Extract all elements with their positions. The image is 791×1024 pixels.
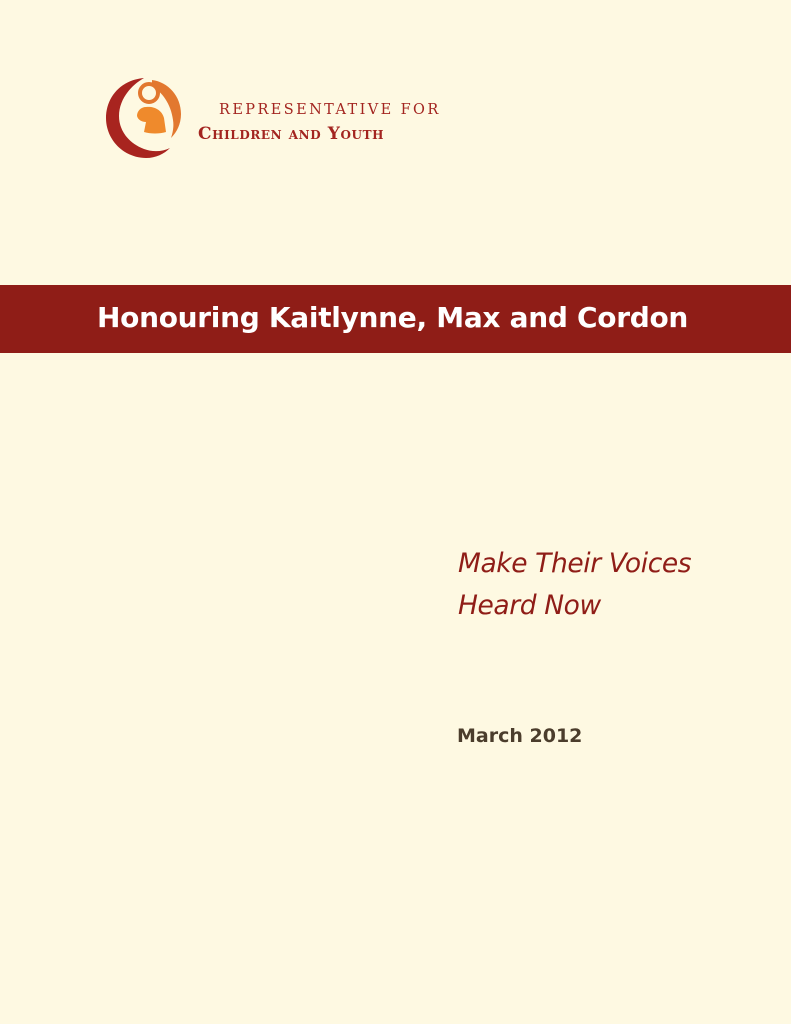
report-subtitle-line2: Heard Now [458,590,601,621]
organization-name [198,101,441,146]
title-band [0,285,791,353]
organization-logo-icon [102,72,186,160]
logo-child-body [137,107,166,134]
report-date: March 2012 [457,725,583,747]
report-subtitle [458,543,691,627]
report-subtitle-line1: Make Their Voices [458,548,692,579]
logo-child-head [140,84,158,102]
report-title: Honouring Kaitlynne, Max and Cordon [97,301,689,334]
logo-mark-icon [102,72,186,160]
organization-name-line1: REPRESENTATIVE FOR [219,102,441,118]
organization-name-line2: Children and Youth [198,124,385,144]
